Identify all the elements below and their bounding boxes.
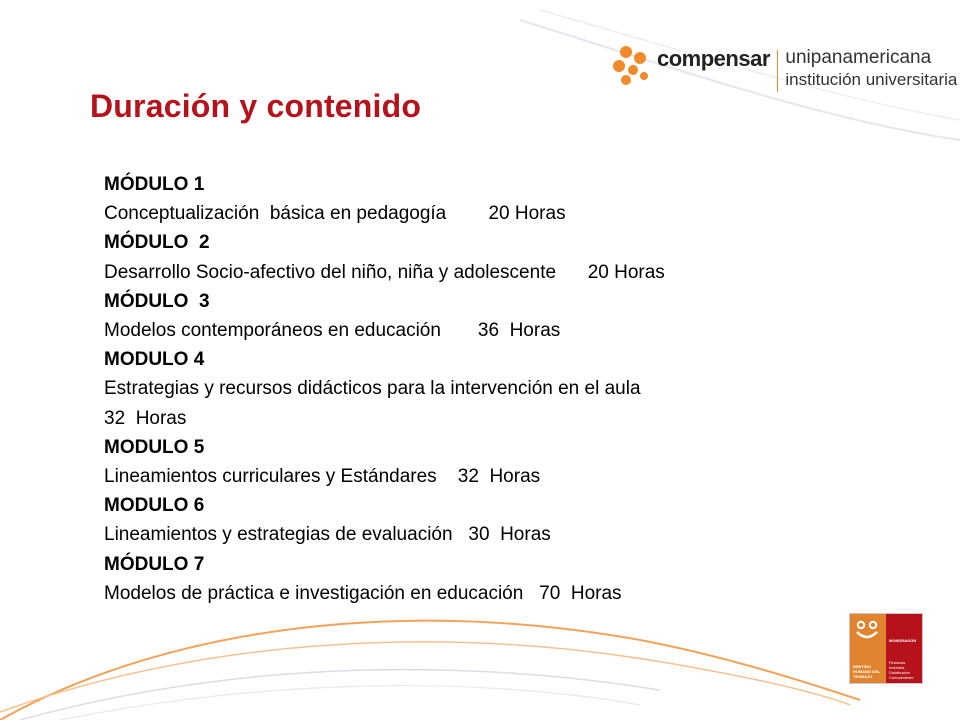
module-4-text: Estrategias y recursos didácticos para la intervención en el aula <box>104 378 641 400</box>
module-1-text: Conceptualización básica en pedagogía 20 Horas <box>104 203 566 225</box>
module-3-text: Modelos contemporáneos en educación 36 Horas <box>104 320 561 342</box>
module-1-heading: MÓDULO 1 <box>104 174 205 195</box>
badge-left-panel <box>850 614 886 683</box>
module-7-heading: MÓDULO 7 <box>104 553 205 575</box>
module-5-heading: MODULO 5 <box>104 436 205 458</box>
module-list <box>104 170 844 608</box>
module-6-heading: MODULO 6 <box>104 495 205 517</box>
module-4-heading: MODULO 4 <box>104 349 205 371</box>
module-5-text: Lineamientos curriculares y Estándares 32 Horas <box>104 466 541 488</box>
people-symbol-icon <box>850 620 886 644</box>
module-2-text: Desarrollo Socio-afectivo del niño, niña y adolescente 20 Horas <box>104 261 665 283</box>
logo-line2: institución universitaria <box>785 70 958 89</box>
institution-logo <box>612 40 957 92</box>
badge-left-text: SENTIDO HUMANO DEL TRABAJO <box>853 664 881 679</box>
module-6-text: Lineamientos y estrategias de evaluación 30 Horas <box>104 524 551 546</box>
logo-brand-text: compensar <box>657 46 770 71</box>
logo-line1: unipanamericana <box>785 47 932 68</box>
compensar-logo-icon <box>612 44 652 86</box>
mondragon-badge <box>849 613 923 684</box>
page-title: Duración y contenido <box>90 88 422 124</box>
module-2-heading: MÓDULO 2 <box>104 232 210 254</box>
badge-right-title: MONDRAGON <box>889 638 917 643</box>
module-3-heading: MÓDULO 3 <box>104 290 210 312</box>
module-4-hours: 32 Horas <box>104 407 187 429</box>
badge-right-text: Finanzas Industria Distribución Conocimiento <box>889 660 914 680</box>
logo-separator <box>777 50 779 92</box>
badge-right-panel <box>886 614 922 683</box>
module-7-text: Modelos de práctica e investigación en educación 70 Horas <box>104 582 622 604</box>
